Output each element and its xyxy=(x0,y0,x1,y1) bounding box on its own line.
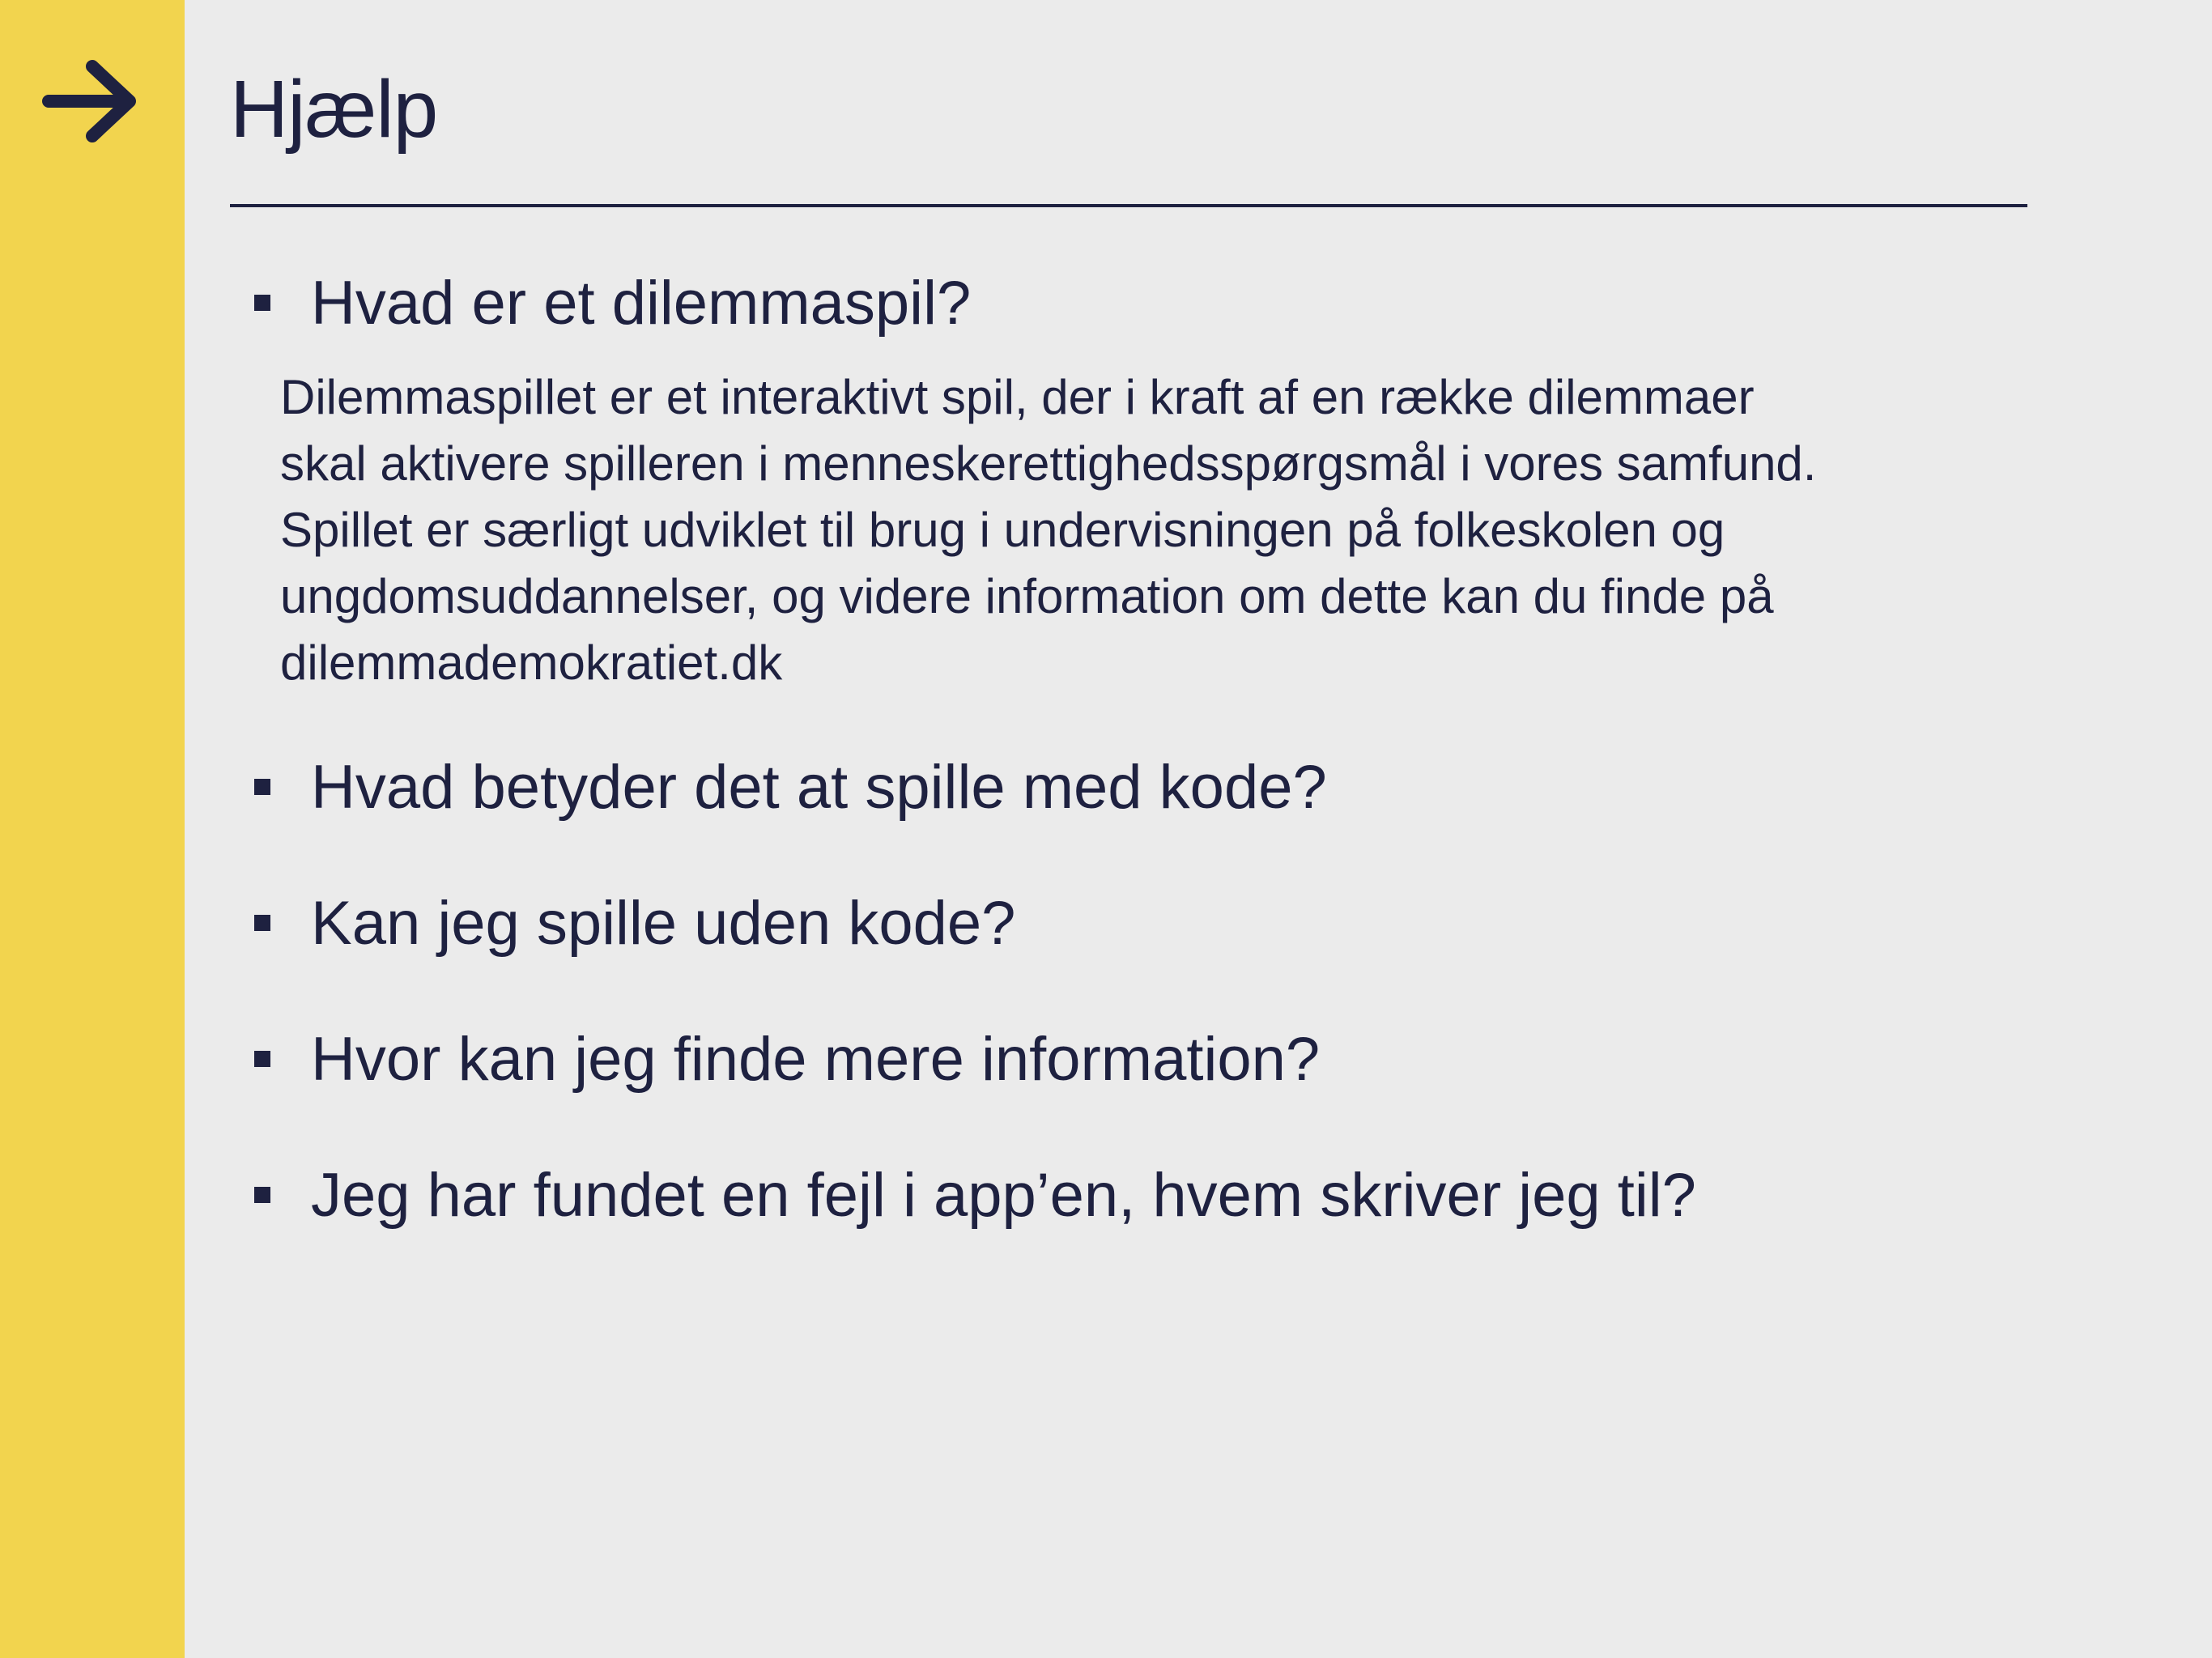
faq-question[interactable] xyxy=(230,1151,2027,1240)
back-button[interactable] xyxy=(42,57,143,146)
help-content xyxy=(230,0,2027,1658)
faq-item xyxy=(230,1151,2027,1240)
title-divider xyxy=(230,204,2027,207)
faq-answer xyxy=(280,364,2021,696)
bullet-icon xyxy=(254,295,270,311)
bullet-icon xyxy=(254,779,270,795)
faq-question-label: Hvad betyder det at spille med kode? xyxy=(311,753,1327,822)
faq-item xyxy=(230,1015,2027,1104)
faq-question-label: Kan jeg spille uden kode? xyxy=(311,889,1016,958)
faq-item xyxy=(230,879,2027,968)
sidebar xyxy=(0,0,185,1658)
faq-answer-line: dilemmademokratiet.dk xyxy=(280,636,783,690)
faq-item xyxy=(230,743,2027,832)
faq-question[interactable] xyxy=(230,879,2027,968)
faq-question-label: Hvad er et dilemmaspil? xyxy=(311,269,972,338)
faq-answer-line: Dilemmaspillet er et interaktivt spil, der i kraft af en række dilemmaer xyxy=(280,370,1755,424)
faq-answer-line: ungdomsuddannelser, og videre information om dette kan du finde på xyxy=(280,569,1774,623)
bullet-icon xyxy=(254,1187,270,1203)
faq-list xyxy=(230,259,2027,1287)
faq-question[interactable] xyxy=(230,743,2027,832)
bullet-icon xyxy=(254,915,270,931)
page-title: Hjælp xyxy=(230,64,438,155)
faq-answer-line: Spillet er særligt udviklet til brug i undervisningen på folkeskolen og xyxy=(280,503,1725,557)
faq-question-label: Jeg har fundet en fejl i app’en, hvem skriver jeg til? xyxy=(311,1161,1696,1230)
faq-question[interactable] xyxy=(230,1015,2027,1104)
faq-question[interactable] xyxy=(230,259,2027,348)
faq-item xyxy=(230,259,2027,696)
bullet-icon xyxy=(254,1051,270,1067)
faq-question-label: Hvor kan jeg finde mere information? xyxy=(311,1025,1321,1094)
faq-answer-line: skal aktivere spilleren i menneskerettighedsspørgsmål i vores samfund. xyxy=(280,436,1817,491)
arrow-right-icon xyxy=(42,57,143,146)
